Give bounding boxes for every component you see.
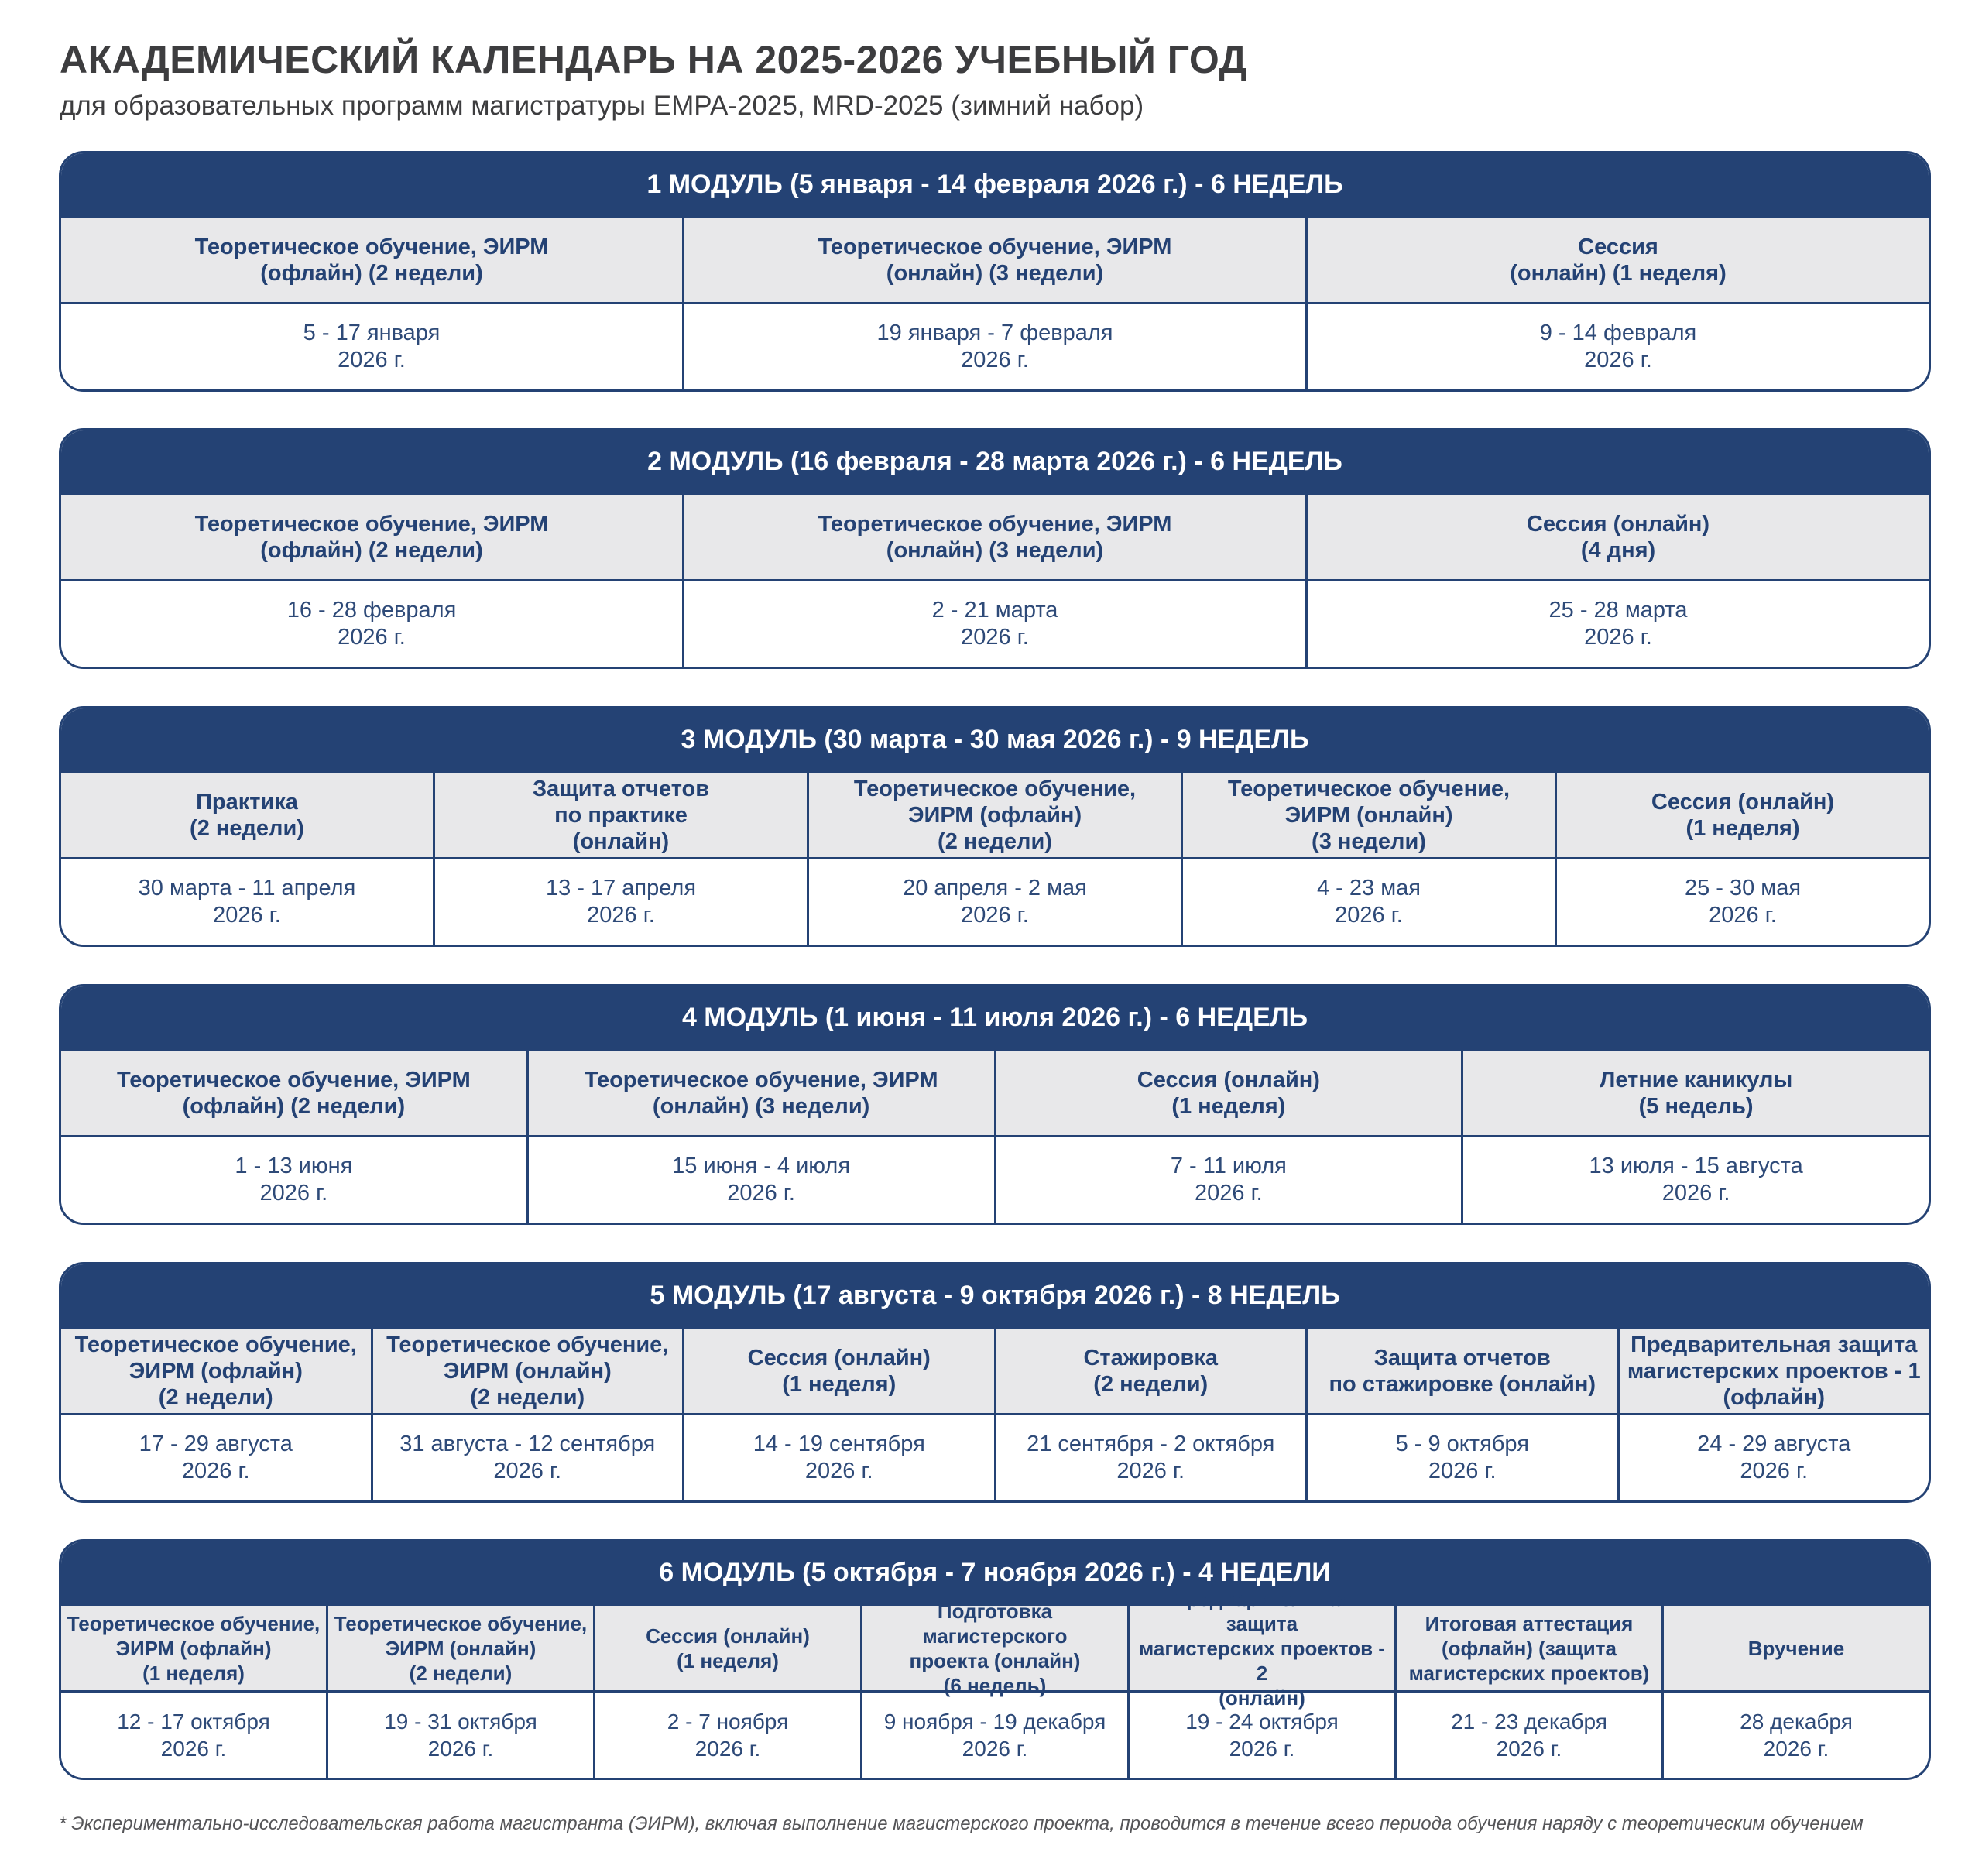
activity-dates: 19 января - 7 февраля 2026 г. [876,321,1113,372]
activity-label: Защита отчетов по практике (онлайн) [532,776,710,854]
module-2-table [59,428,1931,669]
activity-label: Предварительная защита магистерских проектов - 2 (онлайн) [1139,1586,1385,1710]
activity-dates: 14 - 19 сентября 2026 г. [753,1432,925,1483]
module-title: 2 МОДУЛЬ (16 февраля - 28 марта 2026 г.) - 6 НЕДЕЛЬ [61,430,1929,492]
activity-header-cell [994,1051,1462,1135]
module-title: 6 МОДУЛЬ (5 октября - 7 ноября 2026 г.) - 4 НЕДЕЛИ [61,1542,1929,1603]
activity-label: Теоретическое обучение, ЭИРМ (онлайн) (2 недели) [334,1611,588,1685]
activity-dates: 28 декабря 2026 г. [1740,1710,1853,1761]
activity-header-cell [1661,1606,1929,1690]
activity-label: Теоретическое обучение, ЭИРМ (онлайн) (3 недели) [584,1067,938,1119]
activity-date-cell [1394,1693,1661,1778]
activity-dates: 13 - 17 апреля 2026 г. [545,876,697,928]
activity-label: Теоретическое обучение, ЭИРМ (онлайн) (3 недели) [818,234,1172,286]
activity-date-cell [1305,1415,1617,1500]
activity-dates: 20 апреля - 2 мая 2026 г. [903,876,1087,928]
activity-header-cell [61,773,433,857]
activity-dates: 1 - 13 июня 2026 г. [235,1154,353,1206]
module-title: 1 МОДУЛЬ (5 января - 14 февраля 2026 г.) - 6 НЕДЕЛЬ [61,153,1929,215]
module-title: 3 МОДУЛЬ (30 марта - 30 мая 2026 г.) - 9 НЕДЕЛЬ [61,708,1929,770]
module-date-row [61,579,1929,667]
activity-dates: 9 - 14 февраля 2026 г. [1539,321,1697,372]
module-header-row [61,1586,1929,1710]
module-3-table [59,706,1931,947]
activity-label: Теоретическое обучение, ЭИРМ (офлайн) (2 недели) [74,1332,357,1410]
activity-label: Предварительная защита магистерских проектов - 1 (офлайн) [1627,1332,1921,1410]
activity-header-cell [1305,495,1929,579]
module-title: 4 МОДУЛЬ (1 июня - 11 июля 2026 г.) - 6 НЕДЕЛЬ [61,986,1929,1048]
module-1-table [59,151,1931,392]
activity-date-cell [61,304,682,389]
activity-date-cell [1461,1137,1929,1223]
activity-dates: 24 - 29 августа 2026 г. [1697,1432,1851,1483]
activity-header-cell [807,773,1181,857]
page-subtitle: для образовательных программ магистратуры EMPA-2025, MRD-2025 (зимний набор) [60,91,1144,121]
activity-date-cell [61,581,682,667]
activity-date-cell [1617,1415,1929,1500]
activity-header-cell [371,1329,683,1413]
activity-header-cell [1305,218,1929,302]
activity-date-cell [593,1693,860,1778]
activity-date-cell [807,859,1181,945]
activity-date-cell [1555,859,1929,945]
activity-dates: 31 августа - 12 сентября 2026 г. [399,1432,656,1483]
activity-header-cell [994,1329,1306,1413]
activity-date-cell [61,859,433,945]
activity-header-cell [61,495,682,579]
activity-label: Вручение [1747,1636,1845,1660]
activity-header-cell [682,218,1305,302]
activity-date-cell [61,1693,326,1778]
activity-date-cell [1661,1693,1929,1778]
activity-dates: 2 - 21 марта 2026 г. [931,598,1058,650]
activity-header-cell [860,1599,1127,1697]
activity-label: Подготовка магистерского проекта (онлайн) (6 недель) [909,1599,1081,1697]
activity-date-cell [682,581,1305,667]
module-date-row [61,857,1929,945]
module-title: 5 МОДУЛЬ (17 августа - 9 октября 2026 г.) - 8 НЕДЕЛЬ [61,1264,1929,1326]
activity-label: Теоретическое обучение, ЭИРМ (онлайн) (3 недели) [818,511,1172,563]
activity-date-cell [1127,1693,1394,1778]
activity-dates: 25 - 28 марта 2026 г. [1548,598,1688,650]
activity-label: Сессия (онлайн) (1 неделя) [1137,1067,1320,1119]
footnote: * Экспериментально-исследовательская работа магистранта (ЭИРМ), включая выполнение магистерского проекта, проводится в течение всего периода обучения наряду с теоретическим обучением [59,1813,1864,1834]
activity-date-cell [61,1415,371,1500]
activity-date-cell [1181,859,1555,945]
module-date-row [61,1413,1929,1500]
activity-date-cell [1305,304,1929,389]
module-4-table [59,984,1931,1225]
activity-dates: 16 - 28 февраля 2026 г. [286,598,457,650]
page-header [60,33,1922,124]
activity-header-cell [61,1606,326,1690]
activity-date-cell [1305,581,1929,667]
activity-header-cell [593,1606,860,1690]
activity-label: Сессия (онлайн) (1 неделя) [1651,789,1835,841]
activity-label: Защита отчетов по стажировке (онлайн) [1329,1345,1596,1397]
activity-date-cell [326,1693,593,1778]
activity-dates: 21 сентября - 2 октября 2026 г. [1027,1432,1275,1483]
activity-label: Итоговая аттестация (офлайн) (защита магистерских проектов) [1408,1611,1650,1685]
activity-header-cell [1181,773,1555,857]
activity-header-cell [61,1051,526,1135]
activity-label: Летние каникулы (5 недель) [1599,1067,1793,1119]
activity-label: Стажировка (2 недели) [1083,1345,1219,1397]
activity-date-cell [433,859,807,945]
activity-dates: 13 июля - 15 августа 2026 г. [1589,1154,1803,1206]
activity-header-cell [1617,1329,1929,1413]
activity-dates: 5 - 9 октября 2026 г. [1395,1432,1529,1483]
activity-header-cell [682,1329,994,1413]
activity-label: Теоретическое обучение, ЭИРМ (онлайн) (2 недели) [386,1332,669,1410]
activity-header-cell [61,218,682,302]
activity-dates: 4 - 23 мая 2026 г. [1317,876,1421,928]
activity-date-cell [860,1693,1127,1778]
activity-header-cell [61,1329,371,1413]
activity-date-cell [371,1415,683,1500]
activity-header-cell [526,1051,994,1135]
module-header-row [61,770,1929,857]
activity-date-cell [61,1137,526,1223]
activity-header-cell [326,1606,593,1690]
activity-header-cell [1127,1586,1394,1710]
module-6-table [59,1539,1931,1780]
module-header-row [61,215,1929,302]
activity-date-cell [526,1137,994,1223]
activity-dates: 19 - 31 октября 2026 г. [384,1710,537,1761]
activity-header-cell [1555,773,1929,857]
page-title: АКАДЕМИЧЕСКИЙ КАЛЕНДАРЬ НА 2025-2026 УЧЕБНЫЙ ГОД [60,38,1247,81]
activity-label: Теоретическое обучение, ЭИРМ (офлайн) (1 неделя) [67,1611,321,1685]
module-date-row [61,1690,1929,1778]
activity-label: Теоретическое обучение, ЭИРМ (офлайн) (2 недели) [194,511,549,563]
activity-dates: 2 - 7 ноября 2026 г. [667,1710,789,1761]
activity-date-cell [994,1415,1306,1500]
activity-dates: 5 - 17 января 2026 г. [303,321,441,372]
activity-date-cell [682,1415,994,1500]
module-header-row [61,1048,1929,1135]
activity-label: Теоретическое обучение, ЭИРМ (онлайн) (3 недели) [1227,776,1511,854]
module-header-row [61,1326,1929,1413]
activity-dates: 19 - 24 октября 2026 г. [1185,1710,1339,1761]
activity-date-cell [682,304,1305,389]
activity-label: Практика (2 недели) [190,789,304,841]
module-date-row [61,1135,1929,1223]
activity-label: Сессия (онлайн) (1 неделя) [646,1624,810,1672]
module-5-table [59,1262,1931,1503]
activity-dates: 12 - 17 октября 2026 г. [117,1710,270,1761]
activity-dates: 17 - 29 августа 2026 г. [139,1432,293,1483]
activity-label: Теоретическое обучение, ЭИРМ (офлайн) (2 недели) [853,776,1137,854]
module-header-row [61,492,1929,579]
activity-label: Теоретическое обучение, ЭИРМ (офлайн) (2 недели) [116,1067,471,1119]
activity-dates: 15 июня - 4 июля 2026 г. [672,1154,851,1206]
activity-dates: 25 - 30 мая 2026 г. [1684,876,1802,928]
activity-label: Сессия (онлайн) (4 дня) [1526,511,1710,563]
activity-header-cell [433,773,807,857]
activity-header-cell [1394,1606,1661,1690]
activity-header-cell [682,495,1305,579]
module-date-row [61,302,1929,389]
activity-dates: 21 - 23 декабря 2026 г. [1451,1710,1607,1761]
activity-label: Теоретическое обучение, ЭИРМ (офлайн) (2 недели) [194,234,549,286]
activity-label: Сессия (онлайн) (1 неделя) [1510,234,1727,286]
activity-dates: 7 - 11 июля 2026 г. [1170,1154,1287,1206]
activity-header-cell [1461,1051,1929,1135]
activity-dates: 30 марта - 11 апреля 2026 г. [138,876,356,928]
activity-dates: 9 ноября - 19 декабря 2026 г. [883,1710,1106,1761]
activity-date-cell [994,1137,1462,1223]
activity-label: Сессия (онлайн) (1 неделя) [747,1345,931,1397]
activity-header-cell [1305,1329,1617,1413]
